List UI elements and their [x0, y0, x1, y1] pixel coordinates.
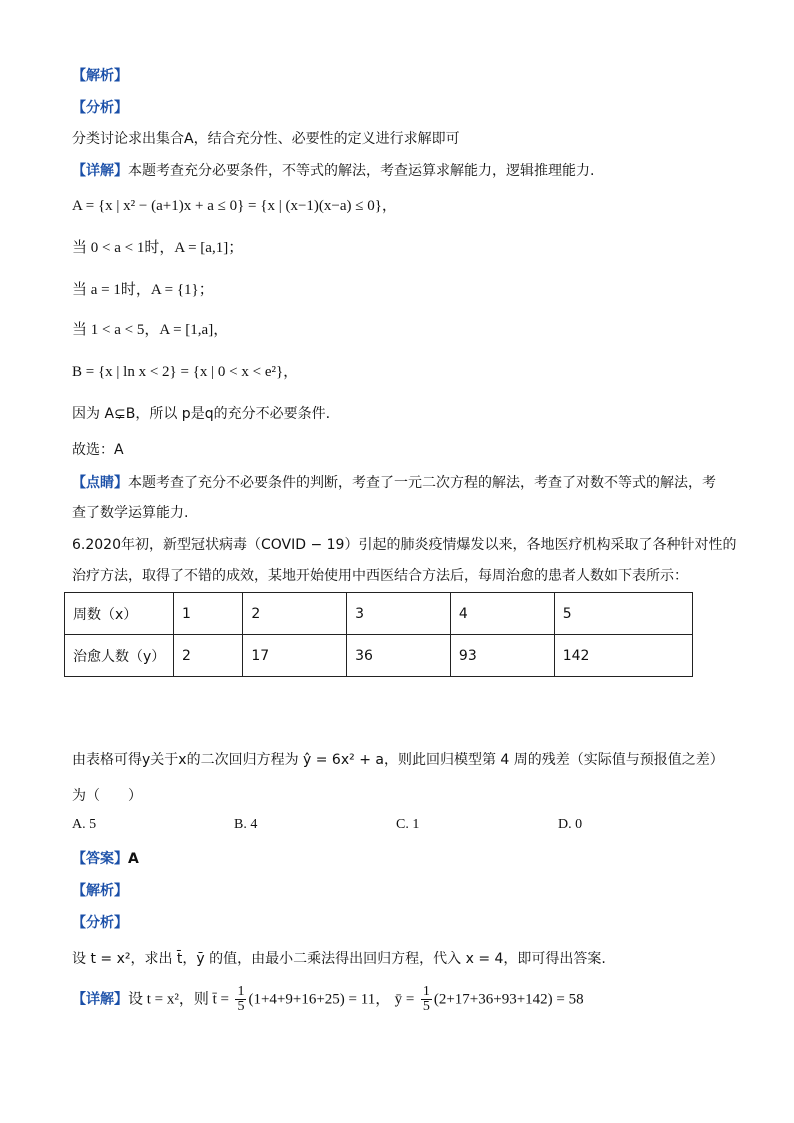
fraction-denominator: 5: [422, 999, 430, 1014]
q6-stem-1: 由表格可得y关于x的二次回归方程为 ŷ = 6x² + a，则此回归模型第 4 周的残差（实际值与预报值之差）: [72, 752, 724, 768]
set-b-formula: B = {x | ln x < 2} = {x | 0 < x < e²}，: [72, 364, 299, 380]
table-cell: 93: [450, 635, 554, 677]
fenxi-label: 【分析】: [72, 100, 128, 116]
table-row: [65, 635, 693, 677]
daan-label: 【答案】: [72, 851, 128, 867]
because-line: 因为 A⊊B，所以 p是q的充分不必要条件.: [72, 406, 331, 422]
dianjing-label: 【点睛】: [72, 475, 128, 491]
option-b: B. 4: [234, 817, 258, 832]
detail-line-2: [72, 985, 584, 1014]
q6-line-2: 治疗方法，取得了不错的成效，某地开始使用中西医结合方法后，每周治愈的患者人数如下表所示：: [72, 568, 688, 584]
fraction-denominator: 5: [237, 999, 245, 1014]
case-3: 当 1 < a < 5，A = [1,a]，: [72, 322, 229, 338]
fraction: [421, 985, 432, 1014]
table-cell: 2: [174, 635, 243, 677]
data-table: [64, 592, 693, 677]
option-a: A. 5: [72, 817, 97, 832]
answer-value: A: [128, 851, 139, 867]
table-cell: 3: [347, 593, 451, 635]
t-sum: (1+4+9+16+25) = 11，: [248, 991, 391, 1008]
y-sum: (2+17+36+93+142) = 58: [433, 991, 584, 1008]
fraction-numerator: 1: [422, 984, 430, 999]
table-header-cured: 治愈人数（y）: [65, 635, 174, 677]
fraction: [235, 985, 246, 1014]
detail-line: [72, 161, 594, 181]
xiangjie-label-2: 【详解】: [72, 991, 128, 1008]
table-cell: 5: [554, 593, 692, 635]
jiexi-label-2: 【解析】: [72, 883, 128, 899]
point-line-1: [72, 473, 716, 493]
detail-text: 本题考查充分必要条件，不等式的解法，考查运算求解能力，逻辑推理能力.: [128, 163, 595, 179]
option-c: C. 1: [396, 817, 420, 832]
table-cell: 1: [174, 593, 243, 635]
choice-line: 故选：A: [72, 442, 124, 458]
jiexi-label: 【解析】: [72, 68, 128, 84]
detail-prefix: 设 t = x²，则 t̄ =: [128, 991, 230, 1008]
fenxi-label-2: 【分析】: [72, 915, 128, 931]
xiangjie-label: 【详解】: [72, 163, 128, 179]
option-d: D. 0: [558, 817, 583, 832]
case-2: 当 a = 1时，A = {1}；: [72, 282, 214, 298]
q6-stem-2: 为（ ）: [72, 788, 142, 804]
table-row: [65, 593, 693, 635]
table-cell: 2: [243, 593, 347, 635]
table-cell: 4: [450, 593, 554, 635]
case-1: 当 0 < a < 1时，A = [a,1]；: [72, 240, 244, 256]
table-cell: 36: [347, 635, 451, 677]
fraction-numerator: 1: [237, 984, 245, 999]
analysis-text-2: 设 t = x²，求出 t̄，ȳ 的值，由最小二乘法得出回归方程，代入 x = 4，即可得出答案.: [72, 951, 606, 967]
point-text-1: 本题考查了充分不必要条件的判断，考查了一元二次方程的解法，考查了对数不等式的解法，考: [128, 475, 716, 491]
q6-line-1: 6.2020年初，新型冠状病毒（COVID − 19）引起的肺炎疫情爆发以来，各地医疗机构采取了各种针对性的: [72, 537, 737, 553]
table-header-week: 周数（x）: [65, 593, 174, 635]
table-cell: 142: [554, 635, 692, 677]
y-prefix: ȳ =: [394, 991, 415, 1008]
point-line-2: 查了数学运算能力.: [72, 505, 189, 521]
table-cell: 17: [243, 635, 347, 677]
answer-line: [72, 849, 139, 869]
set-a-formula: A = {x | x² − (a+1)x + a ≤ 0} = {x | (x−1)(x−a) ≤ 0}，: [72, 198, 397, 214]
analysis-text: 分类讨论求出集合A，结合充分性、必要性的定义进行求解即可: [72, 131, 460, 147]
